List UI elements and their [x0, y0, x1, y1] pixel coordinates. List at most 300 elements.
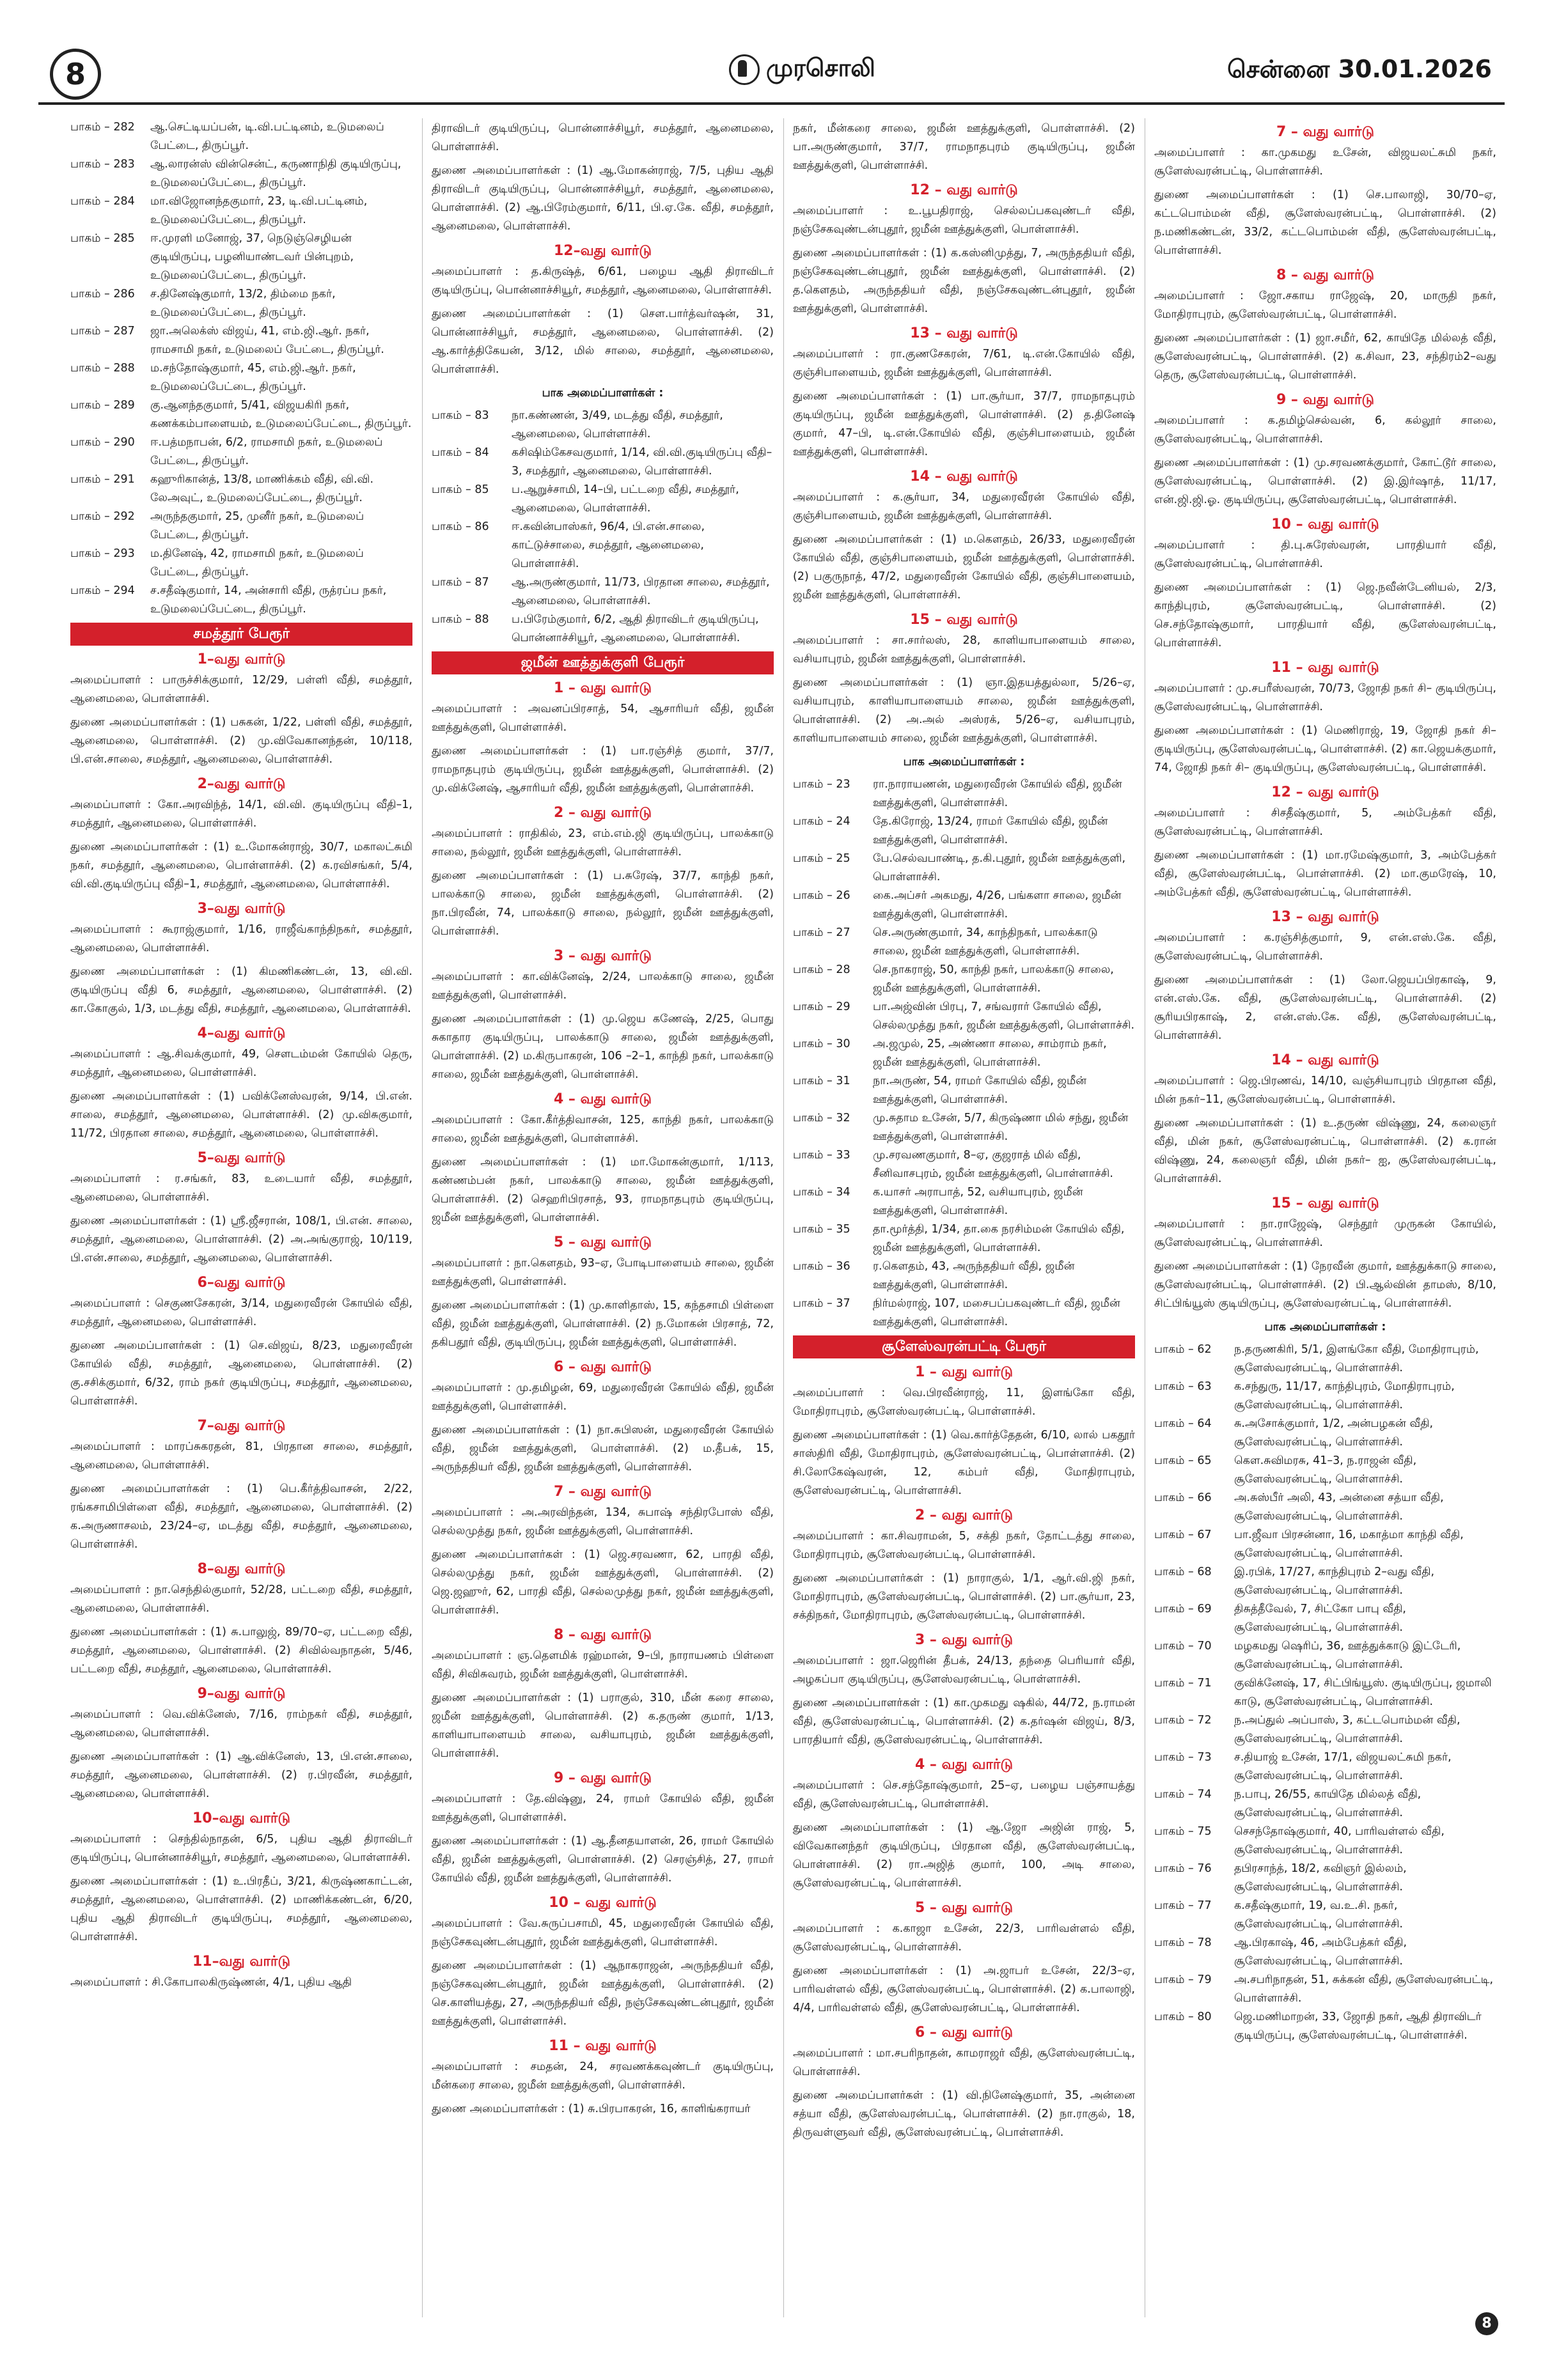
pagam-row	[70, 545, 412, 582]
pagam-text: கஹுரிகான்த், 13/8, மாணிக்கம் வீதி, வி.வி. லேஅவுட், உடுமலைப்பேட்டை, திருப்பூர்.	[150, 473, 374, 504]
pagam-row	[432, 407, 774, 444]
pagam-number: பாகம் – 293	[70, 547, 135, 560]
ward-deputy-organizers: துணை அமைப்பாளர்கள் : (1) ப.சுரேஷ், 37/7, காந்தி நகர், பாலக்காடு சாலை, ஜமீன் ஊத்துக்குளி, பொள்ளாச்சி. (2) நா.பிரவீன், 74, பாலக்காடு சாலை, நல்லூர், ஜமீன் ஊத்துக்குளி, பொள்ளாச்சி.	[432, 869, 774, 938]
pagam-text: ஆ.லாரன்ஸ் வின்சென்ட், கருணாநிதி குடியிருப்பு, உடுமலைப்பேட்டை, திருப்பூர்.	[150, 158, 402, 189]
pagam-number: பாகம் – 290	[70, 436, 135, 449]
pagam-text: தே.கிரோஜ், 13/24, ராமர் கோயில் வீதி, ஜமீன் ஊத்துக்குளி, பொள்ளாச்சி.	[873, 815, 1108, 846]
ward-deputy-organizers: துணை அமைப்பாளர்கள் : (1) மெணிராஜ், 19, ஜோதி நகர் சி–குடியிருப்பு, சூளேஸ்வரன்பட்டி, பொள்ளாச்சி. (2) கா.ஜெயக்குமார், 74, ஜோதி நகர் சி– குடியிருப்பு, சூளேஸ்வரன்பட்டி, பொள்ளாச்சி.	[1154, 724, 1496, 774]
ward-deputy-organizers: துணை அமைப்பாளர்கள் : (1) ஆ.ஜோ அஜின் ராஜ், 5, விவேகானந்தர் குடியிருப்பு, பிரதான வீதி, சூளேஸ்வரன்பட்டி, பொள்ளாச்சி. (2) ரா.அஜித் குமார், 100, அடி சாலை, சூளேஸ்வரன்பட்டி, பொள்ளாச்சி.	[793, 1821, 1135, 1890]
pagam-text: ரா.நாராயணன், மதுரைவீரன் கோயில் வீதி, ஜமீன் ஊத்துக்குளி, பொள்ளாச்சி.	[873, 778, 1122, 809]
pagam-row	[70, 285, 412, 322]
continued-text: திராவிடர் குடியிருப்பு, பொன்னாச்சியூர், சமத்தூர், ஆனைமலை, பொள்ளாச்சி.	[432, 122, 774, 153]
pagam-number: பாகம் – 73	[1154, 1751, 1212, 1764]
ward-organizer: அமைப்பாளர் : க.சூர்யா, 34, மதுரைவீரன் கோயில் வீதி, குஞ்சிபாளையம், ஜமீன் ஊத்துக்குளி, பொள்ளாச்சி.	[793, 491, 1135, 522]
ward-heading: 11–வது வார்டு	[192, 1954, 291, 1970]
ward-organizer: அமைப்பாளர் : சி.கோபாலகிருஷ்ணன், 4/1, புதிய ஆதி	[70, 1976, 352, 1989]
ward-heading: 6 – வது வார்டு	[914, 2025, 1014, 2041]
pagam-row	[793, 961, 1135, 998]
ward-organizer: அமைப்பாளர் : ரா.குணசேகரன், 7/61, டி.என்.கோயில் வீதி, குஞ்சிபாளையம், ஜமீன் ஊத்துக்குளி, பொள்ளாச்சி.	[793, 348, 1135, 379]
pagam-row	[793, 887, 1135, 924]
pagam-row	[793, 1146, 1135, 1183]
pagam-row	[1154, 1489, 1496, 1526]
ward-heading: 1–வது வார்டு	[197, 651, 286, 667]
ward-heading: 9 – வது வார்டு	[553, 1770, 652, 1786]
pagam-row	[793, 1109, 1135, 1146]
ward-deputy-organizers: துணை அமைப்பாளர்கள் : (1) மு.ஜெய கணேஷ், 2/25, பொது சுகாதார குடியிருப்பு, பாலக்காடு சாலை, ஜமீன் ஊத்துக்குளி, பொள்ளாச்சி. (2) ம.கிருபாகரன், 106 –2–1, காந்தி நகர், பாலக்காடு சாலை, ஜமீன் ஊத்துக்குளி, பொள்ளாச்சி.	[432, 1013, 774, 1081]
continued-text: நகர், மீன்கரை சாலை, ஜமீன் ஊத்துக்குளி, பொள்ளாச்சி. (2) பா.அருண்குமார், 37/7, ராமநாதபுரம் குடியிருப்பு, ஜமீன் ஊத்துக்குளி, பொள்ளாச்சி.	[793, 122, 1135, 172]
ward-organizer: அமைப்பாளர் : க.தமிழ்செல்வன், 6, கல்லூர் சாலை, சூளேஸ்வரன்பட்டி, பொள்ளாச்சி.	[1154, 414, 1496, 446]
ward-organizer: அமைப்பாளர் : க.காஜா உசேன், 22/3, பாரிவள்ளல் வீதி, சூளேஸ்வரன்பட்டி, பொள்ளாச்சி.	[793, 1922, 1135, 1954]
pagam-number: பாகம் – 83	[432, 409, 489, 422]
pagam-number: பாகம் – 291	[70, 473, 135, 486]
pagam-number: பாகம் – 26	[793, 889, 850, 902]
pagam-row	[1154, 1674, 1496, 1711]
pagam-row	[1154, 1600, 1496, 1637]
pagam-number: பாகம் – 32	[793, 1112, 850, 1124]
pagam-number: பாகம் – 63	[1154, 1380, 1212, 1393]
pagam-number: பாகம் – 76	[1154, 1862, 1212, 1875]
ward-organizer: அமைப்பாளர் : த.கிருஷ்த், 6/61, பழைய ஆதி திராவிடர் குடியிருப்பு, பொன்னாச்சியூர், சமத்தூர், ஆனைமலை, பொள்ளாச்சி.	[432, 265, 774, 297]
ward-deputy-organizers: துணை அமைப்பாளர்கள் : (1) ஸ்ரீ.ஜீசரான், 108/1, பி.என். சாலை, சமத்தூர், ஆனைமலை, பொள்ளாச்சி. (2) அ.அங்குராஜ், 10/119, பி.என்.சாலை, சமத்தூர், ஆனைமலை, பொள்ளாச்சி.	[70, 1215, 412, 1264]
pagam-number: பாகம் – 24	[793, 815, 850, 828]
ward-heading: 11 – வது வார்டு	[1271, 660, 1379, 676]
pagam-number: பாகம் – 65	[1154, 1454, 1212, 1467]
ward-heading: 2–வது வார்டு	[197, 776, 286, 792]
ward-deputy-organizers: துணை அமைப்பாளர்கள் : (1) நேரவீன் குமார், ஊத்துக்காடு சாலை, சூளேஸ்வரன்பட்டி, பொள்ளாச்சி. (2) பி.ஆல்வின் தாமஸ், 8/10, சிட்பிங்யூஸ் குடியிருப்பு, சூளேஸ்வரன்பட்டி, பொள்ளாச்சி.	[1154, 1260, 1496, 1310]
pagam-text: மா.விஜோனந்தகுமார், 23, டி.வி.பட்டினம், உடுமலைப்பேட்டை, திருப்பூர்.	[150, 195, 368, 226]
pagam-number: பாகம் – 78	[1154, 1936, 1212, 1949]
pagam-row	[70, 229, 412, 285]
pagam-text: ச.தியாஜ் உசேன், 17/1, விஜயலட்சுமி நகர், சூளேஸ்வரன்பட்டி, பொள்ளாச்சி.	[1234, 1751, 1452, 1782]
ward-deputy-organizers: துணை அமைப்பாளர்கள் : (1) பராகுல், 310, மீன் கரை சாலை, ஜமீன் ஊத்துக்குளி, பொள்ளாச்சி. (2) க.தருண் குமார், 1/13, காளியாபாளையம் சாலை, வசியாபுரம், ஜமீன் ஊத்துக்குளி, பொள்ளாச்சி.	[432, 1692, 774, 1760]
ward-heading: 7 – வது வார்டு	[1276, 124, 1375, 140]
pagam-row	[1154, 1563, 1496, 1600]
pagam-text: இ.ரபிக், 17/27, காந்திபுரம் 2–வது வீதி, சூளேஸ்வரன்பட்டி, பொள்ளாச்சி.	[1234, 1566, 1435, 1597]
ward-heading: 8–வது வார்டு	[197, 1561, 286, 1577]
pagam-row	[432, 518, 774, 573]
pagam-text: செ.நாகராஜ், 50, காந்தி நகர், பாலக்காடு சாலை, ஜமீன் ஊத்துக்குளி, பொள்ளாச்சி.	[873, 963, 1114, 995]
ward-deputy-organizers: துணை அமைப்பாளர்கள் : (1) கிமணிகண்டன், 13, வி.வி. குடியிருப்பு வீதி 6, சமத்தூர், ஆனைமலை, பொள்ளாச்சி. (2) கா.கோகுல், 1/3, மடத்து வீதி, சமத்தூர், ஆனைமலை, பொள்ளாச்சி.	[70, 965, 412, 1015]
ward-heading: 6 – வது வார்டு	[553, 1359, 652, 1375]
pagam-row	[793, 1295, 1135, 1332]
column-divider	[783, 118, 784, 2317]
ward-heading: 3–வது வார்டு	[197, 901, 286, 917]
pagam-number: பாகம் – 36	[793, 1260, 850, 1273]
ward-heading: 12 – வது வார்டு	[1271, 784, 1379, 800]
ward-deputy-organizers: துணை அமைப்பாளர்கள் : (1) ம.கௌதம், 26/33, மதுரைவீரன் கோயில் வீதி, குஞ்சிபாளையம், ஜமீன் ஊத்துக்குளி, பொள்ளாச்சி. (2) பகுருநாத், 47/2, மதுரைவீரன் கோயில் வீதி, குஞ்சிபாளையம், ஜமீன் ஊத்துக்குளி, பொள்ளாச்சி.	[793, 533, 1135, 602]
ward-organizer: அமைப்பாளர் : கோ.அரவிந்த், 14/1, வி.வி. குடியிருப்பு வீதி–1, சமத்தூர், ஆனைமலை, பொள்ளாச்சி.	[70, 798, 412, 830]
pagam-row	[1154, 1452, 1496, 1489]
pagam-row	[1154, 1415, 1496, 1452]
pagam-number: பாகம் – 86	[432, 520, 489, 533]
ward-deputy-organizers: துணை அமைப்பாளர்கள் : (1) உ.மோகன்ராஜ், 30/7, மகாலட்சுமி நகர், சமத்தூர், ஆனைமலை, பொள்ளாச்சி. (2) க.ரவிசங்கர், 5/4, வி.வி.குடியிருப்பு வீதி–1, சமத்தூர், ஆனைமலை, பொள்ளாச்சி.	[70, 841, 412, 891]
ward-heading: 3 – வது வார்டு	[914, 1632, 1014, 1648]
pagam-text: அ.சுஸ்பீர் அலி, 43, அன்னை சத்யா வீதி, சூளேஸ்வரன்பட்டி, பொள்ளாச்சி.	[1234, 1491, 1444, 1523]
pagam-row	[70, 433, 412, 471]
ward-organizer: அமைப்பாளர் : தி.பு.சுரேஸ்வரன், பாரதியார் வீதி, சூளேஸ்வரன்பட்டி, பொள்ளாச்சி.	[1154, 539, 1496, 570]
pagam-row	[1154, 1934, 1496, 1971]
pagam-number: பாகம் – 30	[793, 1038, 850, 1050]
pagam-number: பாகம் – 33	[793, 1149, 850, 1162]
pagam-number: பாகம் – 23	[793, 778, 850, 791]
newspaper-logo-icon	[729, 54, 760, 85]
ward-heading: 11 – வது வார்டு	[549, 2038, 657, 2054]
ward-deputy-organizers: துணை அமைப்பாளர்கள் : (1) செ.பாலாஜி, 30/70–ஏ, கட்டபொம்மன் வீதி, சூளேஸ்வரன்பட்டி, பொள்ளாச்சி. (2) ந.மணிகண்டன், 33/2, கட்டபொம்மன் வீதி, சூளேஸ்வரன்பட்டி, பொள்ளாச்சி.	[1154, 189, 1496, 257]
article-columns	[70, 118, 1503, 2317]
ward-heading: 5 – வது வார்டு	[914, 1900, 1014, 1916]
ward-deputy-organizers: துணை அமைப்பாளர்கள் : (1) ஆ.விக்னேஸ், 13, பி.என்.சாலை, சமத்தூர், ஆனைமலை, பொள்ளாச்சி. (2) ர.பிரவீன், சமத்தூர், ஆனைமலை, பொள்ளாச்சி.	[70, 1750, 412, 1800]
pagam-section-title: பாக அமைப்பாளர்கள் :	[1264, 1321, 1386, 1334]
ward-deputy-organizers: துணை அமைப்பாளர்கள் : (1) ஜெ.நவீன்டேனியல், 2/3, காந்திபுரம், சூளேஸ்வரன்பட்டி, பொள்ளாச்சி. (2) செ.சந்தோஷ்குமார், பாரதியார் வீதி, சூளேஸ்வரன்பட்டி, பொள்ளாச்சி.	[1154, 581, 1496, 649]
pagam-number: பாகம் – 31	[793, 1075, 850, 1087]
ward-heading: 6–வது வார்டு	[197, 1275, 286, 1291]
ward-heading: 5–வது வார்டு	[197, 1150, 286, 1166]
pagam-text: நா.அருண், 54, ராமர் கோயில் வீதி, ஜமீன் ஊத்துக்குளி, பொள்ளாச்சி.	[873, 1075, 1087, 1106]
ward-heading: 1 – வது வார்டு	[553, 680, 652, 696]
ward-organizer: அமைப்பாளர் : கோ.கீர்த்திவாசன், 125, காந்தி நகர், பாலக்காடு சாலை, ஜமீன் ஊத்துக்குளி, பொள்ளாச்சி.	[432, 1114, 774, 1145]
ward-organizer: அமைப்பாளர் : வே.சுருப்பசாமி, 45, மதுரைவீரன் கோயில் வீதி, நஞ்சேகவுண்டன்புதூர், ஜமீன் ஊத்துக்குளி, பொள்ளாச்சி.	[432, 1917, 774, 1948]
pagam-section-title: பாக அமைப்பாளர்கள் :	[903, 756, 1025, 768]
ward-heading: 1 – வது வார்டு	[914, 1364, 1014, 1380]
ward-deputy-organizers: துணை அமைப்பாளர்கள் : (1) நா.சுபிஸன், மதுரைவீரன் கோயில் வீதி, ஜமீன் ஊத்துக்குளி, பொள்ளாச்சி. (2) ம.தீபக், 15, அருந்ததியர் வீதி, ஜமீன் ஊத்துக்குளி, பொள்ளாச்சி.	[432, 1424, 774, 1474]
pagam-number: பாகம் – 286	[70, 288, 135, 300]
pagam-row	[793, 813, 1135, 850]
pagam-row	[70, 118, 412, 155]
pagam-text: குவிக்னேஷ், 17, சிட்பிங்யூஸ். குடியிருப்பு, ஜமாலி காடு, சூளேஸ்வரன்பட்டி, பொள்ளாச்சி.	[1234, 1677, 1492, 1708]
ward-heading: 13 – வது வார்டு	[1271, 909, 1379, 925]
pagam-row	[1154, 1971, 1496, 2008]
pagam-text: அ.ஜமுல், 25, அண்ணா சாலை, சாம்ராம் நகர், ஜமீன் ஊத்துக்குளி, பொள்ளாச்சி.	[873, 1038, 1107, 1069]
pagam-number: பாகம் – 68	[1154, 1566, 1212, 1578]
pagam-number: பாகம் – 27	[793, 926, 850, 939]
pagam-text: அருந்தகுமார், 25, முனீர் நகர், உடுமலைப் பேட்டை, திருப்பூர்.	[150, 510, 364, 541]
ward-organizer: அமைப்பாளர் : ஞ.தெளமிக் ரஹ்மான், 9–பி, நாராயணம் பிள்ளை வீதி, சிவிசுவரம், ஜமீன் ஊத்துக்குளி, பொள்ளாச்சி.	[432, 1649, 774, 1681]
ward-deputy-organizers: துணை அமைப்பாளர்கள் : (1) நாராகுல், 1/1, ஆர்.வி.ஜி நகர், மோதிராபுரம், சூளேஸ்வரன்பட்டி, பொள்ளாச்சி. (2) பா.சூர்யா, 23, சக்திநகர், மோதிராபுரம், சூளேஸ்வரன்பட்டி, பொள்ளாச்சி.	[793, 1572, 1135, 1622]
ward-deputy-organizers: துணை அமைப்பாளர்கள் : (1) ஞா.இதயத்துல்லா, 5/26–ஏ, வசியாபுரம், காளியாபாளையம் சாலை, ஜமீன் ஊத்துக்குளி, பொள்ளாச்சி. (2) அ.அல் அஸ்ரக், 5/26–ஏ, வசியாபுரம், காளியாபாளையம் சாலை, ஜமீன் ஊத்துக்குளி, பொள்ளாச்சி.	[793, 676, 1135, 745]
ward-heading: 10–வது வார்டு	[192, 1810, 291, 1826]
pagam-text: ஈ.பத்மநாபன், 6/2, ராமசாமி நகர், உடுமலைப் பேட்டை, திருப்பூர்.	[150, 436, 383, 467]
page-header	[38, 45, 1505, 105]
section-banner: சூளேஸ்வரன்பட்டி பேரூர்	[793, 1335, 1135, 1358]
ward-deputy-organizers: துணை அமைப்பாளர்கள் : (1) ஆநாகராஜன், அருந்ததியர் வீதி, நஞ்சேகவுண்டன்புதூர், ஜமீன் ஊத்துக்குளி, பொள்ளாச்சி. (2) செ.காளியத்து, 27, அருந்ததியர் வீதி, நஞ்சேகவுண்டன்புதூர், ஜமீன் ஊத்துக்குளி, பொள்ளாச்சி.	[432, 1959, 774, 2028]
ward-heading: 7 – வது வார்டு	[553, 1484, 652, 1500]
ward-organizer: அமைப்பாளர் : சா.சார்லஸ், 28, காளியாபாளையம் சாலை, வசியாபுரம், ஜமீன் ஊத்துக்குளி, பொள்ளாச்சி.	[793, 634, 1135, 665]
ward-heading: 10 – வது வார்டு	[1271, 517, 1379, 533]
pagam-row	[793, 924, 1135, 961]
masthead	[729, 54, 875, 86]
ward-heading: 4–வது வார்டு	[197, 1025, 286, 1041]
ward-organizer: அமைப்பாளர் : உ.பூபதிராஜ், செல்லப்பகவுண்டர் வீதி, நஞ்சேகவுண்டன்புதூர், ஜமீன் ஊத்துக்குளி, பொள்ளாச்சி.	[793, 205, 1135, 236]
pagam-number: பாகம் – 294	[70, 584, 135, 597]
pagam-text: தபிரசாந்த், 18/2, கவிஞர் இல்லம், சூளேஸ்வரன்பட்டி, பொள்ளாச்சி.	[1234, 1862, 1407, 1894]
ward-heading: 14 – வது வார்டு	[1271, 1052, 1379, 1068]
ward-organizer: அமைப்பாளர் : தே.விஷ்னு, 24, ராமர் கோயில் வீதி, ஜமீன் ஊத்துக்குளி, பொள்ளாச்சி.	[432, 1793, 774, 1824]
pagam-number: பாகம் – 87	[432, 576, 489, 589]
ward-organizer: அமைப்பாளர் : மு.சபரீஸ்வரன், 70/73, ஜோதி நகர் சி– குடியிருப்பு, சூளேஸ்வரன்பட்டி, பொள்ளாச்சி.	[1154, 682, 1496, 713]
ward-organizer: அமைப்பாளர் : கா.விக்னேஷ், 2/24, பாலக்காடு சாலை, ஜமீன் ஊத்துக்குளி, பொள்ளாச்சி.	[432, 970, 774, 1002]
pagam-number: பாகம் – 28	[793, 963, 850, 976]
pagam-text: கௌ.சுவிமரசு, 41–3, ந.ராஜன் வீதி, சூளேஸ்வரன்பட்டி, பொள்ளாச்சி.	[1234, 1454, 1417, 1486]
pagam-number: பாகம் – 287	[70, 325, 135, 338]
column-3	[793, 118, 1135, 2317]
pagam-number: பாகம் – 62	[1154, 1343, 1212, 1356]
pagam-row	[70, 508, 412, 545]
pagam-row	[1154, 2008, 1496, 2045]
ward-organizer: அமைப்பாளர் : கூராஜ்குமார், 1/16, ராஜீவ்காந்திநகர், சமத்தூர், ஆனைமலை, பொள்ளாச்சி.	[70, 923, 412, 954]
pagam-text: ம.சந்தோஷ்குமார், 45, எம்.ஜி.ஆர். நகர், உடுமலைப்பேட்டை, திருப்பூர்.	[150, 362, 356, 393]
pagam-row	[1154, 1785, 1496, 1823]
ward-deputy-organizers: துணை அமைப்பாளர்கள் : (1) பவிக்னேஸ்வரன், 9/14, பி.என். சாலை, சமத்தூர், ஆனைமலை, பொள்ளாச்சி. (2) மு.விசுகுமார், 11/72, பிரதான சாலை, சமத்தூர், ஆனைமலை, பொள்ளாச்சி.	[70, 1090, 412, 1140]
pagam-number: பாகம் – 70	[1154, 1640, 1212, 1653]
pagam-number: பாகம் – 288	[70, 362, 135, 375]
pagam-row	[70, 471, 412, 508]
pagam-row	[70, 155, 412, 192]
ward-heading: 8 – வது வார்டு	[1276, 267, 1375, 283]
ward-organizer: அமைப்பாளர் : பாருச்சிக்குமார், 12/29, பள்ளி வீதி, சமத்தூர், ஆனைமலை, பொள்ளாச்சி.	[70, 674, 412, 705]
pagam-text: சு.அசோக்குமார், 1/2, அன்பழகன் வீதி, சூளேஸ்வரன்பட்டி, பொள்ளாச்சி.	[1234, 1417, 1434, 1449]
ward-organizer: அமைப்பாளர் : வெ.விக்னேஸ், 7/16, ராம்நகர் வீதி, சமத்தூர், ஆனைமலை, பொள்ளாச்சி.	[70, 1708, 412, 1739]
pagam-number: பாகம் – 79	[1154, 1973, 1212, 1986]
ward-heading: 12 – வது வார்டு	[910, 182, 1018, 198]
ward-organizer: அமைப்பாளர் : மு.தமிழன், 69, மதுரைவீரன் கோயில் வீதி, ஜமீன் ஊத்துக்குளி, பொள்ளாச்சி.	[432, 1381, 774, 1413]
pagam-row	[793, 1257, 1135, 1295]
ward-deputy-organizers: துணை அமைப்பாளர்கள் : (1) மு.சரவணக்குமார், கோட்டூர் சாலை, சூளேஸ்வரன்பட்டி, பொள்ளாச்சி. (2) இ.இர்ஷாத், 11/17, என்.ஜி.ஜி.ஓ. குடியிருப்பு, சூளேஸ்வரன்பட்டி, பொள்ளாச்சி.	[1154, 456, 1496, 506]
pagam-row	[1154, 1748, 1496, 1785]
pagam-text: ச.தினேஷ்குமார், 13/2, திம்மை நகர், உடுமலைப்பேட்டை, திருப்பூர்.	[150, 288, 336, 319]
section-banner: சமத்தூர் பேரூர்	[70, 623, 412, 646]
ward-organizer: அமைப்பாளர் : கா.சிவராமன், 5, சக்தி நகர், தோட்டத்து சாலை, மோதிராபுரம், சூளேஸ்வரன்பட்டி, பொள்ளாச்சி.	[793, 1530, 1135, 1561]
pagam-text: செசந்தோஷ்குமார், 40, பாரிவள்ளல் வீதி, சூளேஸ்வரன்பட்டி, பொள்ளாச்சி.	[1234, 1825, 1445, 1856]
ward-organizer: அமைப்பாளர் : ஆ.சிவக்குமார், 49, சௌடம்மன் கோயில் தெரு, சமத்தூர், ஆனைமலை, பொள்ளாச்சி.	[70, 1048, 412, 1079]
ward-deputy-organizers: துணை அமைப்பாளர்கள் : (1) சு.பாலுஜ், 89/70–ஏ, பட்டறை வீதி, சமத்தூர், ஆனைமலை, பொள்ளாச்சி. (2) சிவில்வநாதன், 5/46, பட்டறை வீதி, சமத்தூர், ஆனைமலை, பொள்ளாச்சி.	[70, 1626, 412, 1676]
ward-deputy-organizers: துணை அமைப்பாளர்கள் : (1) பெ.கீர்த்திவாசன், 2/22, ரங்கசாமிபிள்ளை வீதி, சமத்தூர், ஆனைமலை, பொள்ளாச்சி. (2) க.அருணாசலம், 23/24–ஏ, மடத்து வீதி, சமத்தூர், ஆனைமலை, பொள்ளாச்சி.	[70, 1482, 412, 1551]
pagam-text: தா.மூர்த்தி, 1/34, தா.கை நரசிம்மன் கோயில் வீதி, ஜமீன் ஊத்துக்குளி, பொள்ளாச்சி.	[873, 1223, 1125, 1254]
pagam-text: ர.கெளதம், 43, அருந்ததியர் வீதி, ஜமீன் ஊத்துக்குளி, பொள்ளாச்சி.	[873, 1260, 1075, 1291]
ward-deputy-organizers: துணை அமைப்பாளர்கள் : (1) உ.தருண் விஷ்ணு, 24, கலைஞர் வீதி, மின் நகர், சூளேஸ்வரன்பட்டி, பொள்ளாச்சி. (2) க.ரான் விஷ்ணு, 24, கலைஞர் வீதி, மின் நகர்– ஐ, சூளேஸ்வரன்பட்டி, பொள்ளாச்சி.	[1154, 1117, 1496, 1185]
pagam-text: நிர்மல்ராஜ், 107, மசைபப்பகவுண்டர் வீதி, ஜமீன் ஊத்துக்குளி, பொள்ளாச்சி.	[873, 1297, 1120, 1328]
ward-organizer: அமைப்பாளர் : ஜோ.சகாய ராஜேஷ், 20, மாருதி நகர், மோதிராபுரம், சூளேஸ்வரன்பட்டி, பொள்ளாச்சி.	[1154, 290, 1496, 321]
ward-deputy-organizers: துணை அமைப்பாளர்கள் : (1) மு.காளிதாஸ், 15, கந்தசாமி பிள்ளை வீதி, ஜமீன் ஊத்துக்குளி, பொள்ளாச்சி. (2) ந.மோகன் பிரசாத், 72, தகிபதூர் வீதி, குடியிருப்பு, ஜமீன் ஊத்துக்குளி, பொள்ளாச்சி.	[432, 1299, 774, 1349]
pagam-row	[1154, 1860, 1496, 1897]
ward-organizer: அமைப்பாளர் : அ.அரவிந்தன், 134, சுபாஷ் சந்திரபோஸ் வீதி, செல்லமுத்து நகர், ஜமீன் ஊத்துக்குளி, பொள்ளாச்சி.	[432, 1506, 774, 1537]
pagam-text: பா.அஜ்வின் பிரபு, 7, சங்வரார் கோயில் வீதி, செல்லமுத்து நகர், ஜமீன் ஊத்துக்குளி, பொள்ளாச்சி.	[873, 1000, 1135, 1032]
ward-deputy-organizers: துணை அமைப்பாளர்கள் : (1) லோ.ஜெயப்பிரகாஷ், 9, என்.எஸ்.கே. வீதி, சூளேஸ்வரன்பட்டி, பொள்ளாச்சி. (2) சூரியபிரகாஷ், 2, என்.எஸ்.கே. வீதி, சூளேஸ்வரன்பட்டி, பொள்ளாச்சி.	[1154, 974, 1496, 1042]
pagam-text: ச.சதீஷ்குமார், 14, அன்சாரி வீதி, ருத்ரப்ப நகர், உடுமலைப்பேட்டை, திருப்பூர்.	[150, 584, 387, 616]
ward-organizer: அமைப்பாளர் : கா.முகமது உசேன், விஜயலட்சுமி நகர், சூளேஸ்வரன்பட்டி, பொள்ளாச்சி.	[1154, 146, 1496, 178]
pagam-row	[793, 1035, 1135, 1072]
ward-deputy-organizers: துணை அமைப்பாளர்கள் : (1) மா.ரமேஷ்குமார், 3, அம்பேத்கர் வீதி, சூளேஸ்வரன்பட்டி, பொள்ளாச்சி. (2) மா.குமரேஷ், 10, அம்பேத்கர் வீதி, சூளேஸ்வரன்பட்டி, பொள்ளாச்சி.	[1154, 849, 1496, 899]
pagam-row	[793, 775, 1135, 813]
pagam-text: ம.தினேஷ், 42, ராமசாமி நகர், உடுமலைப் பேட்டை, திருப்பூர்.	[150, 547, 364, 579]
pagam-row	[1154, 1526, 1496, 1563]
ward-organizer: அமைப்பாளர் : மா.சபரிநாதன், காமராஜர் வீதி, சூளேஸ்வரன்பட்டி, பொள்ளாச்சி.	[793, 2047, 1135, 2078]
ward-heading: 4 – வது வார்டு	[914, 1757, 1014, 1773]
ward-heading: 10 – வது வார்டு	[549, 1895, 657, 1911]
pagam-text: கை.அப்சர் அகமது, 4/26, பங்களா சாலை, ஜமீன் ஊத்துக்குளி, பொள்ளாச்சி.	[873, 889, 1122, 921]
pagam-number: பாகம் – 84	[432, 446, 489, 459]
pagam-number: பாகம் – 88	[432, 613, 489, 626]
pagam-number: பாகம் – 69	[1154, 1603, 1212, 1615]
ward-heading: 14 – வது வார்டு	[910, 469, 1018, 485]
pagam-number: பாகம் – 37	[793, 1297, 850, 1310]
ward-deputy-organizers: துணை அமைப்பாளர்கள் : (1) பா.சூர்யா, 37/7, ராமநாதபுரம் குடியிருப்பு, ஜமீன் ஊத்துக்குளி, பொள்ளாச்சி. (2) த.தினேஷ் குமார், 47–பி, டி.என்.கோயில் வீதி, குஞ்சிபாளையம், ஜமீன் ஊத்துக்குளி, பொள்ளாச்சி.	[793, 390, 1135, 458]
ward-heading: 2 – வது வார்டு	[914, 1507, 1014, 1523]
dateline: சென்னை 30.01.2026	[1227, 55, 1492, 83]
pagam-text: க.சந்துரு, 11/17, காந்திபுரம், மோதிராபுரம், சூளேஸ்வரன்பட்டி, பொள்ளாச்சி.	[1234, 1380, 1455, 1412]
ward-organizer: அமைப்பாளர் : செ.சந்தோஷ்குமார், 25–ஏ, பழைய பஞ்சாயத்து வீதி, சூளேஸ்வரன்பட்டி, பொள்ளாச்சி.	[793, 1779, 1135, 1810]
pagam-text: ப.பிரேம்குமார், 6/2, ஆதி திராவிடர் குடியிருப்பு, பொன்னாச்சியூர், ஆனைமலை, பொள்ளாச்சி.	[512, 613, 759, 644]
pagam-text: கசிஷிம்கேசவகுமார், 1/14, வி.வி.குடியிருப்பு வீதி–3, சமத்தூர், ஆனைமலை, பொள்ளாச்சி.	[512, 446, 772, 478]
column-divider	[422, 118, 423, 2317]
ward-heading: 12–வது வார்டு	[553, 243, 652, 259]
ward-organizer: அமைப்பாளர் : ர.சங்கர், 83, உடையார் வீதி, சமத்தூர், ஆனைமலை, பொள்ளாச்சி.	[70, 1172, 412, 1204]
pagam-row	[70, 322, 412, 359]
pagam-text: ஆ.செட்டியப்பன், டி.வி.பட்டினம், உடுமலைப் பேட்டை, திருப்பூர்.	[150, 121, 384, 152]
ward-heading: 5 – வது வார்டு	[553, 1234, 652, 1250]
pagam-text: ஆ.அருண்குமார், 11/73, பிரதான சாலை, சமத்தூர், ஆனைமலை, பொள்ளாச்சி.	[512, 576, 770, 607]
pagam-text: ந.அப்துல் அப்பாஸ், 3, கட்டபொம்மன் வீதி, சூளேஸ்வரன்பட்டி, பொள்ளாச்சி.	[1234, 1714, 1461, 1745]
ward-deputy-organizers: துணை அமைப்பாளர்கள் : (1) க.கஸ்னிமுத்து, 7, அருந்ததியர் வீதி, நஞ்சேகவுண்டன்புதூர், ஜமீன் ஊத்துக்குளி, பொள்ளாச்சி. (2) த.கௌதம், அருந்ததியர் வீதி, நஞ்சேகவுண்டன்புதூர், ஜமீன் ஊத்துக்குளி, பொள்ளாச்சி.	[793, 247, 1135, 315]
ward-heading: 15 – வது வார்டு	[910, 612, 1018, 628]
pagam-number: பாகம் – 72	[1154, 1714, 1212, 1727]
pagam-text: பா.ஜீவா பிரசன்னா, 16, மகாத்மா காந்தி வீதி, சூளேஸ்வரன்பட்டி, பொள்ளாச்சி.	[1234, 1528, 1464, 1560]
pagam-text: கு.ஆனந்தகுமார், 5/41, விஜயகிரி நகர், கணக்கம்பாளையம், உடுமலைப்பேட்டை, திருப்பூர்.	[150, 399, 412, 430]
pagam-section-title: பாக அமைப்பாளர்கள் :	[542, 387, 664, 400]
pagam-row	[793, 1183, 1135, 1220]
ward-deputy-organizers: துணை அமைப்பாளர்கள் : (1) ஆ.தீனதயாளன், 26, ராமர் கோயில் வீதி, ஜமீன் ஊத்துக்குளி, பொள்ளாச்சி. (2) செரஞ்சித், 27, ராமர் கோயில் வீதி, ஜமீன் ஊத்துக்குளி, பொள்ளாச்சி.	[432, 1835, 774, 1885]
pagam-text: மழகமது ஷெரிப், 36, ஊத்துக்காடு இட்டேரி, சூளேஸ்வரன்பட்டி, பொள்ளாச்சி.	[1234, 1640, 1461, 1671]
pagam-row	[432, 444, 774, 481]
footer-page-number: 8	[1475, 2312, 1498, 2335]
pagam-number: பாகம் – 74	[1154, 1788, 1212, 1801]
pagam-row	[432, 573, 774, 611]
ward-deputy-organizers: துணை அமைப்பாளர்கள் : (1) செள.பார்த்வர்ஷன், 31, பொன்னாச்சியூர், சமத்தூர், ஆனைமலை, பொள்ளாச்சி. (2) ஆ.கார்த்திகேயன், 3/12, மில் சாலை, சமத்தூர், ஆனைமலை, பொள்ளாச்சி.	[432, 307, 774, 376]
ward-deputy-organizers: துணை அமைப்பாளர்கள் : (1) சு.பிரபாகரன், 16, காளிங்கராயர்	[432, 2103, 751, 2115]
pagam-row	[70, 396, 412, 433]
pagam-row	[1154, 1378, 1496, 1415]
pagam-row	[793, 1220, 1135, 1257]
pagam-number: பாகம் – 71	[1154, 1677, 1212, 1690]
pagam-text: மு.சரவணகுமார், 8–ஏ, குஜராத் மில் வீதி, சீனிவாசபுரம், ஜமீன் ஊத்துக்குளி, பொள்ளாச்சி.	[873, 1149, 1113, 1180]
page-number-badge: 8	[50, 49, 101, 100]
pagam-text: க.யாசர் அராபாத், 52, வசியாபுரம், ஜமீன் ஊத்துக்குளி, பொள்ளாச்சி.	[873, 1186, 1083, 1217]
continued-text: துணை அமைப்பாளர்கள் : (1) ஆ.மோகன்ராஜ், 7/5, புதிய ஆதி திராவிடர் குடியிருப்பு, பொன்னாச்சியூர், சமத்தூர், ஆனைமலை, பொள்ளாச்சி. (2) ஆ.பிரேம்குமார், 6/11, பி.ஏ.கே. வீதி, சமத்தூர், ஆனைமலை, பொள்ளாச்சி.	[432, 164, 774, 233]
pagam-text: ஆ.பிரகாஷ், 46, அம்பேத்கர் வீதி, சூளேஸ்வரன்பட்டி, பொள்ளாச்சி.	[1234, 1936, 1407, 1968]
ward-heading: 3 – வது வார்டு	[553, 948, 652, 964]
pagam-number: பாகம் – 285	[70, 232, 135, 245]
pagam-number: பாகம் – 284	[70, 195, 135, 208]
pagam-text: பே.செல்வபாண்டி, த.கி.புதூர், ஜமீன் ஊத்துக்குளி, பொள்ளாச்சி.	[873, 852, 1126, 883]
pagam-text: க.சதீஷ்குமார், 19, வ.உ.சி. நகர், சூளேஸ்வரன்பட்டி, பொள்ளாச்சி.	[1234, 1899, 1403, 1931]
pagam-text: ஜா.அலெக்ஸ் விஜய், 41, எம்.ஜி.ஆர். நகர், ராமசாமி நகர், உடுமலைப் பேட்டை, திருப்பூர்.	[150, 325, 384, 356]
pagam-text: ஜெ.மணிமாறன், 33, ஜோதி நகர், ஆதி திராவிடர் குடியிருப்பு, சூளேஸ்வரன்பட்டி, பொள்ளாச்சி.	[1234, 2011, 1482, 2042]
ward-organizer: அமைப்பாளர் : சிசதீஷ்குமார், 5, அம்பேத்கர் வீதி, சூளேஸ்வரன்பட்டி, பொள்ளாச்சி.	[1154, 807, 1496, 838]
ward-organizer: அமைப்பாளர் : நா.செந்தில்குமார், 52/28, பட்டறை வீதி, சமத்தூர், ஆனைமலை, பொள்ளாச்சி.	[70, 1583, 412, 1615]
pagam-row	[1154, 1637, 1496, 1674]
ward-deputy-organizers: துணை அமைப்பாளர்கள் : (1) உ.பிரதீப், 3/21, கிருஷ்ணகாட்டன், சமத்தூர், ஆனைமலை, பொள்ளாச்சி. (2) மாணிக்கண்டன், 6/20, புதிய ஆதி திராவிடர் குடியிருப்பு, சமத்தூர், ஆனைமலை, பொள்ளாச்சி.	[70, 1875, 412, 1943]
ward-deputy-organizers: துணை அமைப்பாளர்கள் : (1) மா.மோகன்குமார், 1/113, கண்ணம்பன் நகர், பாலக்காடு சாலை, ஜமீன் ஊத்துக்குளி, பொள்ளாச்சி. (2) செஹரிபிரசாத், 93, ராமநாதபுரம் குடியிருப்பு, ஜமீன் ஊத்துக்குளி, பொள்ளாச்சி.	[432, 1156, 774, 1224]
pagam-text: ஈ.முரளி மனோஜ், 37, நெடுஞ்செழியன் குடியிருப்பு, பழனியாண்டவர் பின்புறம், உடுமலைப்பேட்டை, திருப்பூர்.	[150, 232, 354, 282]
pagam-row	[432, 481, 774, 518]
pagam-row	[70, 359, 412, 396]
ward-heading: 9–வது வார்டு	[197, 1686, 286, 1702]
pagam-row	[70, 582, 412, 619]
pagam-number: பாகம் – 66	[1154, 1491, 1212, 1504]
pagam-row	[793, 998, 1135, 1035]
column-1	[70, 118, 412, 2317]
ward-deputy-organizers: துணை அமைப்பாளர்கள் : (1) வி.நினேஷ்குமார், 35, அன்னை சத்யா வீதி, சூளேஸ்வரன்பட்டி, பொள்ளாச்சி. (2) நா.ராகுல், 18, திருவள்ளுவர் வீதி, சூளேஸ்வரன்பட்டி, பொள்ளாச்சி.	[793, 2089, 1135, 2139]
ward-heading: 15 – வது வார்டு	[1271, 1195, 1379, 1211]
ward-deputy-organizers: துணை அமைப்பாளர்கள் : (1) செ.விஜய், 8/23, மதுரைவீரன் கோயில் வீதி, சமத்தூர், ஆனைமலை, பொள்ளாச்சி. (2) கு.சசிக்குமார், 6/32, ராம் நகர் குடியிருப்பு, சமத்தூர், ஆனைமலை, பொள்ளாச்சி.	[70, 1339, 412, 1408]
pagam-number: பாகம் – 77	[1154, 1899, 1212, 1912]
pagam-row	[793, 1072, 1135, 1109]
ward-heading: 8 – வது வார்டு	[553, 1627, 652, 1643]
pagam-number: பாகம் – 283	[70, 158, 135, 171]
pagam-number: பாகம் – 34	[793, 1186, 850, 1199]
ward-organizer: அமைப்பாளர் : சமதன், 24, சரவணக்கவுண்டர் குடியிருப்பு, மீன்கரை சாலை, ஜமீன் ஊத்துக்குளி, பொள்ளாச்சி.	[432, 2060, 774, 2092]
pagam-row	[1154, 1711, 1496, 1748]
ward-deputy-organizers: துணை அமைப்பாளர்கள் : (1) பா.ரஞ்சித் குமார், 37/7, ராமநாதபுரம் குடியிருப்பு, ஜமீன் ஊத்துக்குளி, பொள்ளாச்சி. (2) மு.விக்னேஷ், ஆசாரியர் வீதி, ஜமீன் ஊத்துக்குளி, பொள்ளாச்சி.	[432, 745, 774, 795]
pagam-text: ந.தருணகிரி, 5/1, இளங்கோ வீதி, மோதிராபுரம், சூளேஸ்வரன்பட்டி, பொள்ளாச்சி.	[1234, 1343, 1479, 1374]
ward-organizer: அமைப்பாளர் : ராதிகில், 23, எம்.எம்.ஜி குடியிருப்பு, பாலக்காடு சாலை, நல்லூர், ஜமீன் ஊத்துக்குளி, பொள்ளாச்சி.	[432, 827, 774, 859]
pagam-number: பாகம் – 282	[70, 121, 135, 134]
pagam-text: செ.அருண்குமார், 34, காந்திநகர், பாலக்காடு சாலை, ஜமீன் ஊத்துக்குளி, பொள்ளாச்சி.	[873, 926, 1098, 958]
pagam-text: அ.சபரிநாதன், 51, சுக்கன் வீதி, சூளேஸ்வரன்பட்டி, பொள்ளாச்சி.	[1234, 1973, 1494, 2005]
ward-organizer: அமைப்பாளர் : அவனப்பிரசாத், 54, ஆசாரியர் வீதி, ஜமீன் ஊத்துக்குளி, பொள்ளாச்சி.	[432, 703, 774, 734]
ward-organizer: அமைப்பாளர் : வெ.பிரவீன்ராஜ், 11, இளங்கோ வீதி, மோதிராபுரம், சூளேஸ்வரன்பட்டி, பொள்ளாச்சி.	[793, 1387, 1135, 1418]
ward-organizer: அமைப்பாளர் : நா.ராஜேஷ், செந்தூர் முருகன் கோயில், சூளேஸ்வரன்பட்டி, பொள்ளாச்சி.	[1154, 1218, 1496, 1249]
pagam-number: பாகம் – 289	[70, 399, 135, 412]
section-banner: ஜமீன் ஊத்துக்குளி பேரூர்	[432, 651, 774, 674]
pagam-text: ந.பாபு, 26/55, காயிதே மில்லத் வீதி, சூளேஸ்வரன்பட்டி, பொள்ளாச்சி.	[1234, 1788, 1422, 1819]
ward-organizer: அமைப்பாளர் : ஜா.ஜெரின் தீபக், 24/13, தந்தை பெரியார் வீதி, அழகப்பா குடியிருப்பு, சூளேஸ்வரன்பட்டி, பொள்ளாச்சி.	[793, 1654, 1135, 1686]
pagam-text: ஈ.கவின்பாஸ்கர், 96/4, பி.என்.சாலை, காட்டுச்சாலை, சமத்தூர், ஆனைமலை, பொள்ளாச்சி.	[512, 520, 705, 570]
ward-deputy-organizers: துணை அமைப்பாளர்கள் : (1) வெ.கார்த்தேதன், 6/10, லால் பகதூர் சாஸ்திரி வீதி, மோதிராபுரம், சூளேஸ்வரன்பட்டி, பொள்ளாச்சி. (2) சி.லோகேஷ்வரன், 12, கம்பர் வீதி, மோதிராபுரம், சூளேஸ்வரன்பட்டி, பொள்ளாச்சி.	[793, 1429, 1135, 1497]
pagam-number: பாகம் – 35	[793, 1223, 850, 1236]
ward-organizer: அமைப்பாளர் : க.ரஞ்சித்குமார், 9, என்.எஸ்.கே. வீதி, சூளேஸ்வரன்பட்டி, பொள்ளாச்சி.	[1154, 931, 1496, 963]
pagam-number: பாகம் – 85	[432, 483, 489, 496]
pagam-text: ப.ஆறுச்சாமி, 14–பி, பட்டறை வீதி, சமத்தூர், ஆனைமலை, பொள்ளாச்சி.	[512, 483, 739, 515]
pagam-row	[1154, 1341, 1496, 1378]
pagam-row	[1154, 1823, 1496, 1860]
pagam-number: பாகம் – 292	[70, 510, 135, 523]
ward-heading: 4 – வது வார்டு	[553, 1091, 652, 1107]
ward-organizer: அமைப்பாளர் : ஜெ.பிரணவ், 14/10, வஞ்சியாபுரம் பிரதான வீதி, மின் நகர்–11, சூளேஸ்வரன்பட்டி, பொள்ளாச்சி.	[1154, 1075, 1496, 1106]
ward-heading: 13 – வது வார்டு	[910, 325, 1018, 341]
pagam-number: பாகம் – 25	[793, 852, 850, 865]
pagam-row	[1154, 1897, 1496, 1934]
ward-organizer: அமைப்பாளர் : நா.கௌதம், 93–ஏ, போடிபாளையம் சாலை, ஜமீன் ஊத்துக்குளி, பொள்ளாச்சி.	[432, 1257, 774, 1288]
column-4	[1154, 118, 1496, 2317]
paper-name: முரசொலி	[766, 54, 875, 82]
pagam-row	[70, 192, 412, 229]
pagam-number: பாகம் – 64	[1154, 1417, 1212, 1430]
pagam-text: நா.கண்ணன், 3/49, மடத்து வீதி, சமத்தூர், ஆனைமலை, பொள்ளாச்சி.	[512, 409, 723, 440]
pagam-text: மு.சுதாம உசேன், 5/7, கிருஷ்ணா மில் சந்து, ஜமீன் ஊத்துக்குளி, பொள்ளாச்சி.	[873, 1112, 1129, 1143]
pagam-number: பாகம் – 29	[793, 1000, 850, 1013]
ward-deputy-organizers: துணை அமைப்பாளர்கள் : (1) பசுகன், 1/22, பள்ளி வீதி, சமத்தூர், ஆனைமலை, பொள்ளாச்சி. (2) மு.விவேகானந்தன், 10/118, பி.என்.சாலை, சமத்தூர், ஆனைமலை, பொள்ளாச்சி.	[70, 716, 412, 766]
ward-heading: 2 – வது வார்டு	[553, 805, 652, 821]
pagam-text: திசுத்தீவேல், 7, சிட்கோ பாபு வீதி, சூளேஸ்வரன்பட்டி, பொள்ளாச்சி.	[1234, 1603, 1406, 1634]
ward-organizer: அமைப்பாளர் : செந்தில்நாதன், 6/5, புதிய ஆதி திராவிடர் குடியிருப்பு, பொன்னாச்சியூர், சமத்தூர், ஆனைமலை, பொள்ளாச்சி.	[70, 1833, 412, 1864]
ward-deputy-organizers: துணை அமைப்பாளர்கள் : (1) ஜெ.சரவணா, 62, பாரதி வீதி, செல்லமுத்து நகர், ஜமீன் ஊத்துக்குளி, பொள்ளாச்சி. (2) ஜெ.ஜஹுர், 62, பாரதி வீதி, செல்லமுத்து நகர், ஜமீன் ஊத்துக்குளி, பொள்ளாச்சி.	[432, 1548, 774, 1617]
pagam-row	[793, 850, 1135, 887]
ward-organizer: அமைப்பாளர் : செகுணசேகரன், 3/14, மதுரைவீரன் கோயில் வீதி, சமத்தூர், ஆனைமலை, பொள்ளாச்சி.	[70, 1297, 412, 1328]
pagam-number: பாகம் – 67	[1154, 1528, 1212, 1541]
column-2	[432, 118, 774, 2317]
pagam-row	[432, 611, 774, 648]
pagam-number: பாகம் – 75	[1154, 1825, 1212, 1838]
